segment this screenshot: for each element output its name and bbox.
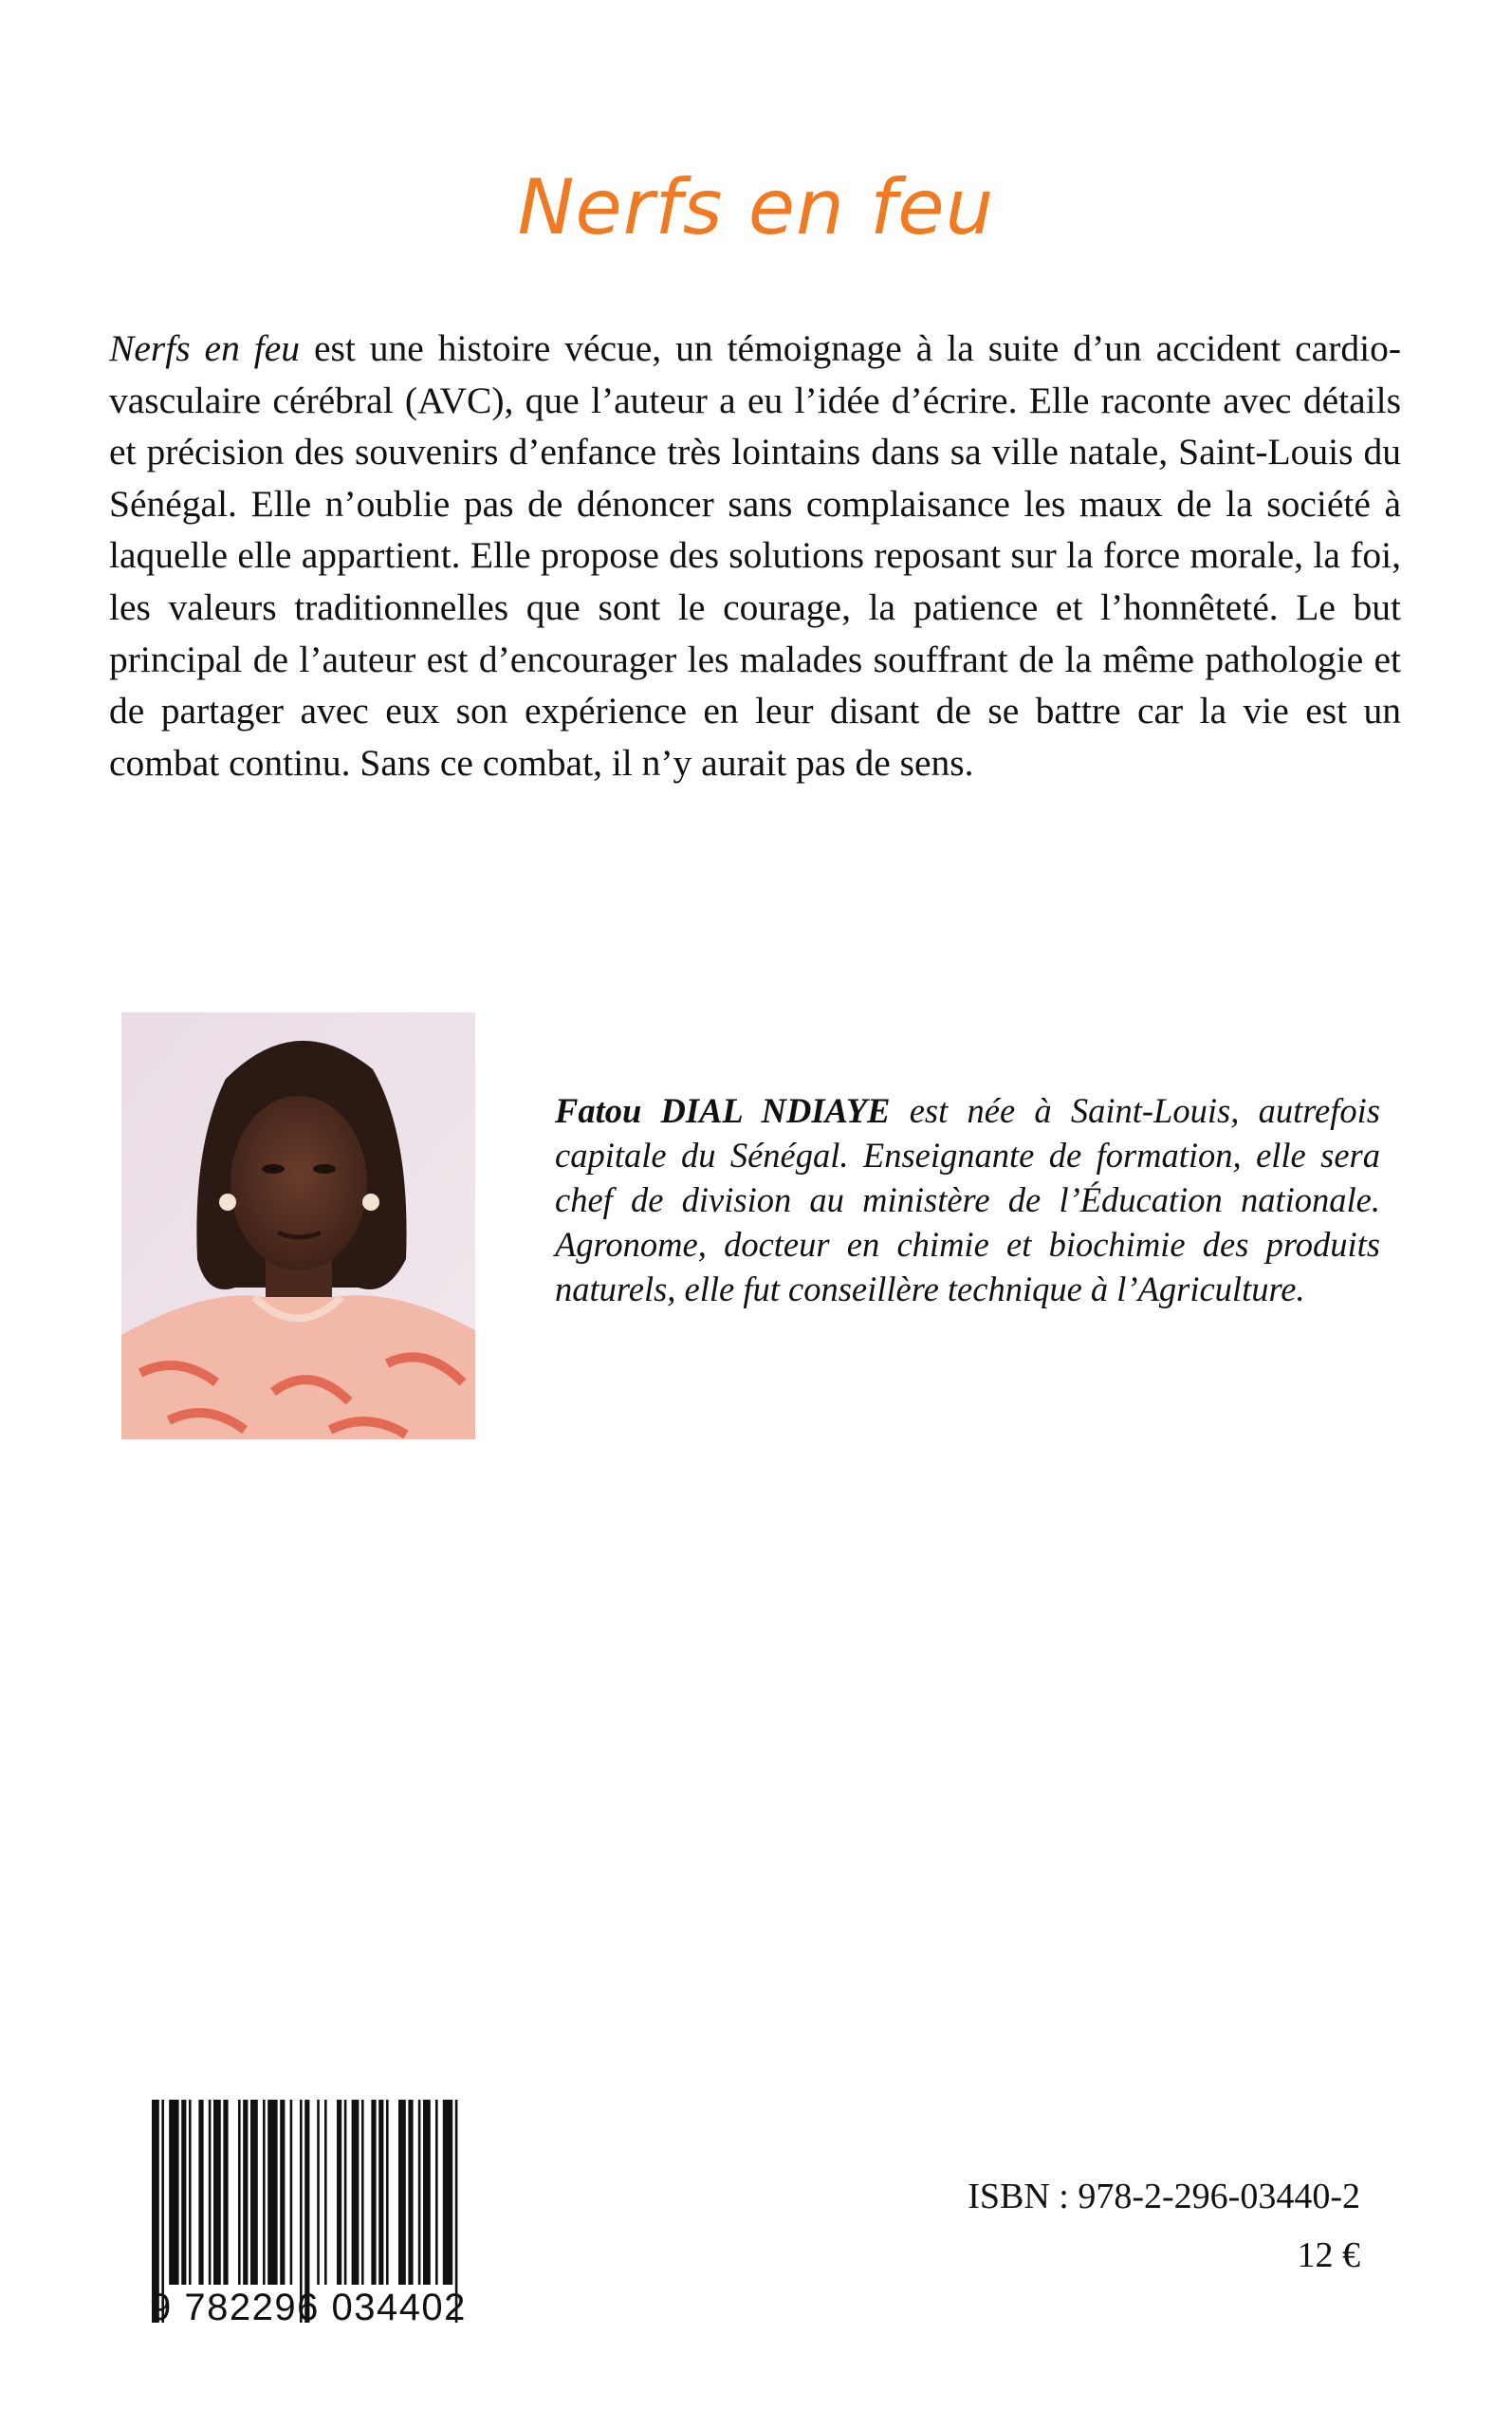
barcode-bar — [189, 2100, 192, 2285]
barcode-bar — [223, 2100, 228, 2285]
barcode-bar — [378, 2100, 383, 2285]
barcode-bar — [169, 2100, 178, 2285]
barcode-bar — [238, 2100, 241, 2285]
summary-title-italic: Nerfs en feu — [109, 327, 301, 369]
isbn-number: ISBN : 978-2-296-03440-2 — [968, 2177, 1360, 2216]
barcode-bar — [443, 2100, 452, 2285]
author-name: Fatou DIAL NDIAYE — [555, 1091, 891, 1130]
barcode-bar — [337, 2100, 341, 2285]
price: 12 € — [1297, 2235, 1360, 2275]
barcode-bar — [423, 2100, 431, 2285]
author-photo — [121, 1012, 475, 1439]
book-summary — [109, 323, 1401, 788]
barcode-bar — [371, 2100, 376, 2285]
barcode-bar — [408, 2100, 413, 2285]
barcode-digits: 9 782296 034402 — [150, 2287, 467, 2328]
barcode-bar — [324, 2100, 327, 2285]
barcode-bar — [267, 2100, 277, 2285]
barcode-bar — [263, 2100, 266, 2285]
barcode-bar — [290, 2100, 293, 2285]
barcode-bar — [243, 2100, 248, 2285]
barcode-bar — [317, 2100, 320, 2285]
barcode-bar — [181, 2100, 186, 2285]
book-title: Nerfs en feu — [517, 162, 995, 251]
barcode-bar — [280, 2100, 285, 2285]
barcode-bar — [213, 2100, 221, 2285]
barcode-bar — [361, 2100, 364, 2285]
barcode-bar — [352, 2100, 360, 2285]
author-bio-text: est née à Saint-Louis, autrefois capitale du Sénégal. Enseignante de formation, elle sera chef de division au ministère de l’Éducation nationale. Agronome, docteur en chimie et biochimie des produits naturels, elle fut conseillère technique à l’Agriculture. — [555, 1091, 1380, 1308]
barcode-bar — [198, 2100, 203, 2285]
barcode-bar — [344, 2100, 347, 2285]
barcode-bar — [386, 2100, 389, 2285]
barcode-bar — [435, 2100, 438, 2285]
barcode-bar — [418, 2100, 421, 2285]
barcode-bar — [250, 2100, 258, 2285]
barcode-bar — [209, 2100, 212, 2285]
summary-text: est une histoire vécue, un témoignage à la suite d’un accident cardio-vasculaire cérébral (AVC), que l’auteur a eu l’idée d’écrire. Elle raconte avec détails et précision des souvenirs d’enfance très lointains dans sa ville natale, Saint-Louis du Sénégal. Elle n’oublie pas de dénoncer sans complaisance les maux de la société à laquelle elle appartient. Elle propose des solutions reposant sur la force morale, la foi, les valeurs traditionnelles que sont le courage, la patience et l’honnêteté. Le but principal de l’auteur est d’encourager les malades souffrant de la même pathologie et de partager avec eux son expérience en leur disant de se battre car la vie est un combat continu. Sans ce combat, il n’y aurait pas de sens. — [109, 327, 1401, 784]
barcode-bar — [398, 2100, 406, 2285]
author-bio — [555, 1088, 1380, 1311]
